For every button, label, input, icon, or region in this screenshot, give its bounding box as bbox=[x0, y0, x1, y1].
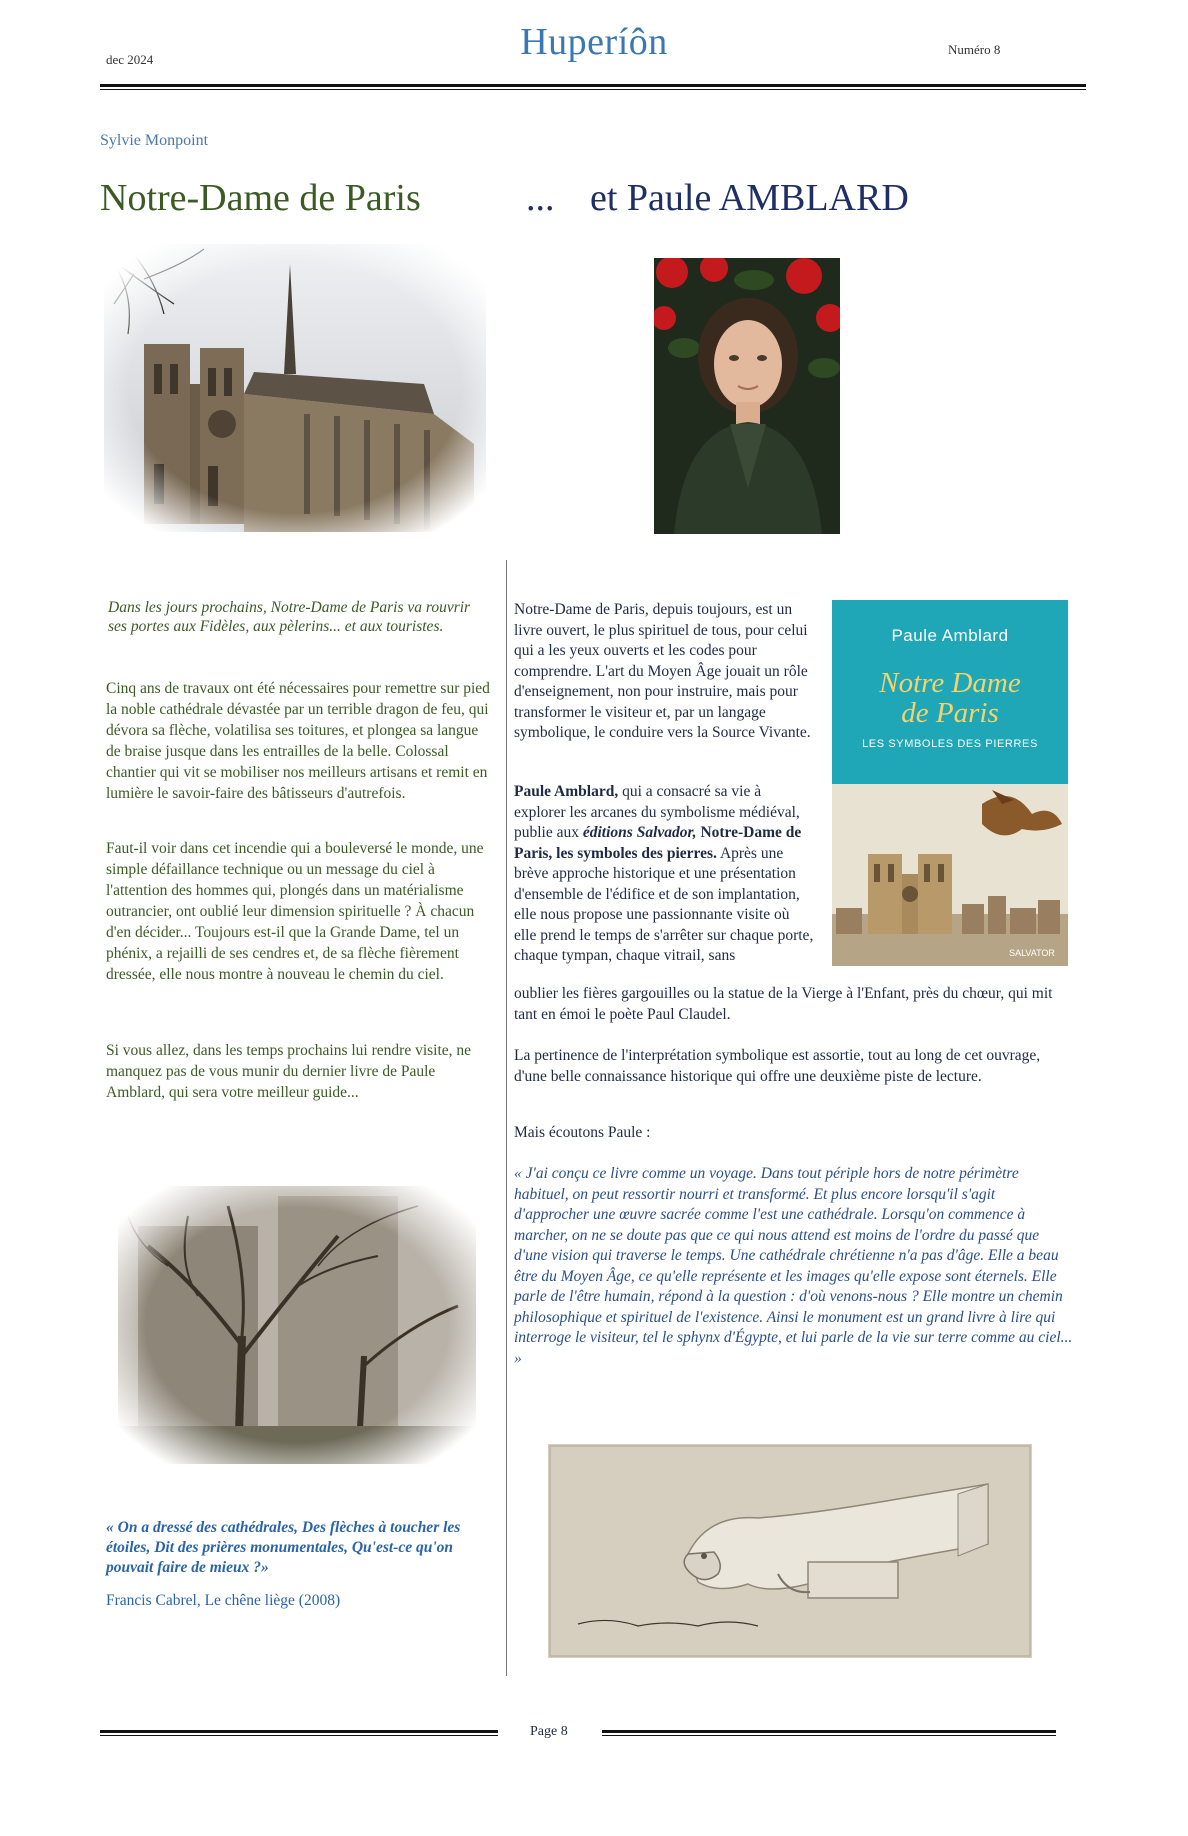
author-name-bold: Paule Amblard, bbox=[514, 783, 619, 800]
paragraph-2-part-b: Après une brève approche historique et une présentation d'ensemble de l'édifice et de son implantation, elle nous propose une passionnante visite où elle prend le temps de s'arrêter sur chaque porte, chaque tympan, chaque vitrail, sans bbox=[514, 844, 814, 964]
book-cover-subtitle: LES SYMBOLES DES PIERRES bbox=[862, 738, 1038, 750]
book-cover-author: Paule Amblard bbox=[891, 626, 1009, 645]
column-divider bbox=[506, 560, 507, 1676]
header-rule-thin bbox=[100, 89, 1086, 90]
right-paragraph-4: Mais écoutons Paule : bbox=[514, 1124, 651, 1141]
book-cover bbox=[832, 600, 1068, 966]
publisher-name: éditions Salvador, bbox=[582, 824, 697, 841]
book-title-bold: Notre-Dame de Paris, les symboles des pierres. bbox=[514, 824, 802, 862]
book-cover-publisher: SALVATOR bbox=[1009, 948, 1055, 958]
footer-rule-right bbox=[602, 1730, 1056, 1733]
right-paragraph-2 bbox=[514, 782, 814, 967]
cathedral-photo bbox=[104, 244, 486, 532]
article-title-separator: ... bbox=[526, 177, 555, 219]
issue-date: dec 2024 bbox=[106, 52, 154, 67]
right-paragraph-2-continued: oublier les fières gargouilles ou la statue de la Vierge à l'Enfant, près du chœur, qui mit tant en émoi le poète Paul Claudel. bbox=[514, 985, 1053, 1023]
article-title-left: Notre-Dame de Paris bbox=[100, 177, 421, 219]
cabrel-quote-citation: Francis Cabrel, Le chêne liège (2008) bbox=[106, 1592, 341, 1609]
amblard-quote: « J'ai conçu ce livre comme un voyage. Dans tout périple hors de notre périmètre habituel, on peut ressortir nourri et transformé. Et plus encore lorsqu'il s'agit d'approcher une œuvre sacrée comme l'est une cathédrale. Lorsqu'on commence à marcher, on ne se doute pas que ce qui nous attend est moins de l'ordre du passé que d'une vision qui traverse le temps. Une cathédrale chrétienne n'a pas d'âge. Elle a beau être du Moyen Âge, ce qu'elle représente et les images qu'elle expose sont éternels. Elle parle de l'être humain, répond à la question : d'où venons-nous ? Elle montre un chemin philosophique et spirituel de l'existence. Ainsi le monument est un grand livre à lire qui interroge le visiteur, tel le sphynx d'Égypte, et lui parle de la vie sur terre comme au ciel... » bbox=[514, 1165, 1073, 1367]
header-rule bbox=[100, 84, 1086, 87]
right-paragraph-1: Notre-Dame de Paris, depuis toujours, est un livre ouvert, le plus spirituel de tous, pour celui qui a les yeux ouverts et les codes pour comprendre. L'art du Moyen Âge jouait un rôle d'enseignement, non pour instruire, mais pour transformer le visiteur et, par un langage symbolique, le conduire vers la Source Vivante. bbox=[514, 601, 811, 741]
cabrel-quote: « On a dressé des cathédrales, Des flèches à toucher les étoiles, Dit des prières monumentales, Qu'est-ce qu'on pouvait faire de mieux ?» bbox=[106, 1519, 461, 1576]
book-cover-illustration bbox=[832, 784, 1068, 966]
footer-rule-left-thin bbox=[100, 1735, 498, 1736]
paragraph-2-part-a: qui a consacré sa vie à explorer les arcanes du symbolisme médiéval, publie aux bbox=[514, 783, 800, 841]
page-number: Page 8 bbox=[530, 1724, 568, 1739]
book-cover-title bbox=[832, 668, 1068, 728]
article-intro: Dans les jours prochains, Notre-Dame de Paris va rouvrir ses portes aux Fidèles, aux pèlerins... et aux touristes. bbox=[108, 599, 471, 635]
left-paragraph-1: Cinq ans de travaux ont été nécessaires pour remettre sur pied la noble cathédrale dévastée par un terrible dragon de feu, qui dévora sa flèche, volatilisa ses toitures, et plongea sa langue de braise jusque dans les entrailles de la belle. Colossal chantier qui vit se mobiliser nos meilleurs artisans et remit en lumière le savoir-faire des bâtisseurs d'autrefois. bbox=[106, 680, 490, 802]
author-portrait-photo bbox=[654, 258, 840, 534]
magazine-masthead: Huperíôn bbox=[520, 21, 668, 63]
left-paragraph-2: Faut-il voir dans cet incendie qui a bouleversé le monde, une simple défaillance technique ou un message du ciel à l'attention des hommes qui, plongés dans un matérialisme outrancier, ont oublié leur dimension spirituelle ? À chacun d'en décider... Toujours est-il que la Grande Dame, tel un phénix, a rejailli de ses cendres et, de sa flèche fièrement dressée, elle nous montre à nouveau le chemin du ciel. bbox=[106, 840, 484, 983]
right-paragraph-3: La pertinence de l'interprétation symbolique est assortie, tout au long de cet ouvrage, d'une belle connaissance historique qui offre une deuxième piste de lecture. bbox=[514, 1047, 1041, 1085]
footer-rule-left bbox=[100, 1730, 498, 1733]
gargoyle-drawing bbox=[548, 1444, 1032, 1658]
book-cover-title-line1: Notre Dame bbox=[879, 667, 1021, 699]
book-cover-title-line2: de Paris bbox=[901, 697, 999, 729]
article-author: Sylvie Monpoint bbox=[100, 132, 209, 149]
article-title-right: et Paule AMBLARD bbox=[590, 177, 909, 219]
issue-number: Numéro 8 bbox=[948, 42, 1001, 57]
left-paragraph-3: Si vous allez, dans les temps prochains lui rendre visite, ne manquez pas de vous munir du dernier livre de Paule Amblard, qui sera votre meilleur guide... bbox=[106, 1042, 472, 1101]
footer-rule-right-thin bbox=[602, 1735, 1056, 1736]
cathedral-trees-photo bbox=[118, 1186, 476, 1464]
